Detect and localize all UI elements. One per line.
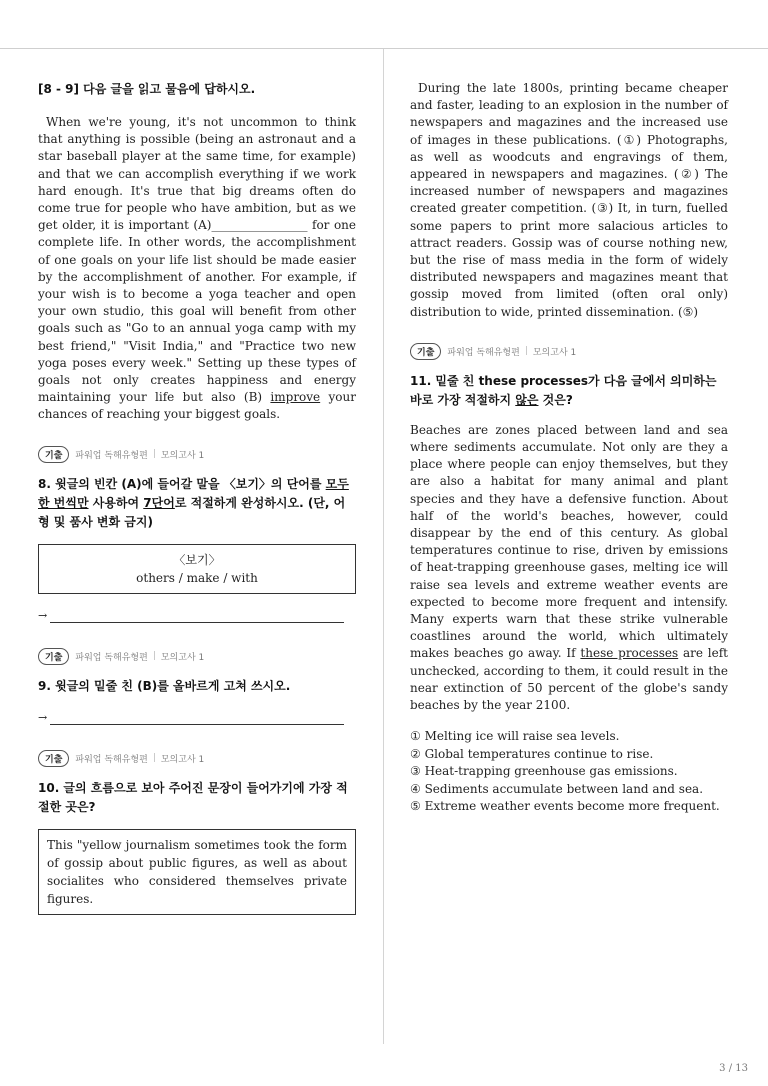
- passage-text-3: your chances of reaching your biggest goals.: [38, 390, 356, 422]
- q8-answer-rule: [50, 622, 344, 623]
- q8-meta-sep: |: [152, 449, 156, 460]
- passage-8-9: [38, 114, 356, 424]
- q11-question: [410, 372, 728, 410]
- q9-answer-line[interactable]: [38, 710, 356, 728]
- q9-meta-test: 모의고사 1: [160, 652, 205, 663]
- q8-meta-book: 파워업 독해유형편: [75, 450, 148, 461]
- column-divider: [383, 49, 384, 1044]
- q8-answer-line[interactable]: [38, 608, 356, 626]
- q9-answer-rule: [50, 724, 344, 725]
- passage-11: [410, 422, 728, 714]
- passage-11-text-2: are left unchecked, according to them, it could result in the near extinction of 50 percent of the globe's sandy beaches by the year 2100.: [410, 646, 728, 713]
- underlined-b: improve: [270, 390, 321, 405]
- underlined-these-processes: these processes: [580, 646, 679, 661]
- q10-meta-book: 파워업 독해유형편: [75, 754, 148, 765]
- q11-options: [410, 728, 728, 815]
- q9-question: 9. 윗글의 밑줄 친 (B)를 올바르게 고쳐 쓰시오.: [38, 678, 291, 693]
- q11-option-5[interactable]: ⑤ Extreme weather events become more frequent.: [410, 798, 720, 813]
- passage-text-1: When we're young, it's not uncommon to think that anything is possible (being an astronaut and a star baseball player at the same time, for example) and that we can accomplish everything if we work hard enough. It's true that big dreams often do come true for people who have ambition, but as we get older, it is important (A): [38, 115, 356, 233]
- q11-meta-test: 모의고사 1: [532, 347, 577, 358]
- q9-meta-sep: |: [152, 651, 156, 662]
- q8-text-a: 8. 윗글의 빈칸 (A)에 들어갈 말을 〈보기〉의 단어를: [38, 476, 326, 491]
- q9-meta-book: 파워업 독해유형편: [75, 652, 148, 663]
- q11-text-a: 11. 밑줄 친 these processes가 다음 글에서 의미하는 바로 가장 적절하지: [410, 373, 717, 407]
- q11-meta-book: 파워업 독해유형편: [447, 347, 520, 358]
- header-rule: [0, 48, 768, 49]
- q11-tag-row: [410, 343, 728, 360]
- q8-text-c: 로 적절하게 완성하시오. (단, 어형 및 품사 변화 금지): [38, 495, 346, 529]
- q11-meta-sep: |: [524, 346, 528, 357]
- passage-10: During the late 1800s, printing became cheaper and faster, leading to an explosion in the number of newspapers and magazines and the increased use of images in these publications. (①) Photographs, as well as woodcuts and engravings of them, appeared in newspapers and magazines. (②) The increased number of newspapers and magazines created greater competition. (③) It, in turn, fuelled some papers to print more salacious articles to attract readers. Gossip was of course nothing new, but the rise of mass media in the form of widely distributed newspapers and magazines meant that gossip moved from limited (often oral only) distribution to wide, printed dissemination. (⑤): [410, 81, 728, 319]
- q11-text-b: 것은?: [538, 392, 573, 407]
- q8-underline-2: 7단어: [143, 495, 175, 510]
- q11-badge: 기출: [410, 343, 441, 360]
- q8-meta-test: 모의고사 1: [160, 450, 205, 461]
- q10-given-sentence-box: This "yellow journalism sometimes took the form of gossip about public figures, as well as about socialites who considered themselves private figures.: [38, 829, 356, 915]
- right-column: [410, 80, 728, 815]
- page-number: 3 / 13: [719, 1063, 748, 1074]
- q11-option-2[interactable]: ② Global temperatures continue to rise.: [410, 746, 654, 761]
- blank-a: ________________: [211, 218, 308, 233]
- q10-meta-sep: |: [152, 753, 156, 764]
- arrow-icon: →: [38, 608, 48, 622]
- q8-box-title: 〈보기〉: [173, 552, 221, 567]
- q10-tag-row: [38, 750, 356, 767]
- q8-text-b: 사용하여: [88, 495, 144, 510]
- passage-11-text-1: Beaches are zones placed between land and sea where sediments accumulate. Not only are they a place where people can enjoy themselves, but they are also a habitat for many animal and plant species and they have a defensive function. About half of the world's beaches, however, could disappear by the end of this century. As global temperatures continue to rise, driven by emissions of heat-trapping greenhouse gases, melting ice will raise sea levels and extreme weather events are expected to become more frequent and intensify. Many experts warn that these strike vulnerable coastlines around the world, which ultimately makes beaches go away. If: [410, 422, 728, 661]
- left-column: [38, 80, 356, 915]
- q9-badge: 기출: [38, 648, 69, 665]
- q8-box-words: others / make / with: [136, 570, 258, 585]
- q8-word-box: [38, 544, 356, 594]
- passage-heading: [8 - 9] 다음 글을 읽고 물음에 답하시오.: [38, 82, 256, 96]
- q11-underline: 않은: [515, 392, 539, 407]
- q9-tag-row: [38, 648, 356, 665]
- passage-text-2: for one complete life. In other words, the accomplishment of one goals on your life list should be made easier by the accomplishment of another. For example, if your wish is to become a yoga teacher and open your own studio, this goal will benefit from other goals such as "Go to an annual yoga camp with my best friend," "Visit India," and "Practice two new yoga poses every week." Setting up these types of goals not only creates happiness and energy maintaining your life but also (B): [38, 218, 357, 405]
- q10-meta-test: 모의고사 1: [160, 754, 205, 765]
- arrow-icon: →: [38, 710, 48, 724]
- q8-badge: 기출: [38, 446, 69, 463]
- q11-option-1[interactable]: ① Melting ice will raise sea levels.: [410, 729, 620, 744]
- q8-tag-row: [38, 446, 356, 463]
- q11-option-3[interactable]: ③ Heat-trapping greenhouse gas emissions.: [410, 764, 678, 779]
- q8-question: [38, 475, 356, 532]
- q11-option-4[interactable]: ④ Sediments accumulate between land and sea.: [410, 781, 704, 796]
- q8-underline-1: 모두 한 번씩만: [38, 476, 349, 510]
- q10-badge: 기출: [38, 750, 69, 767]
- q10-question: 10. 글의 흐름으로 보아 주어진 문장이 들어가기에 가장 적절한 곳은?: [38, 780, 348, 814]
